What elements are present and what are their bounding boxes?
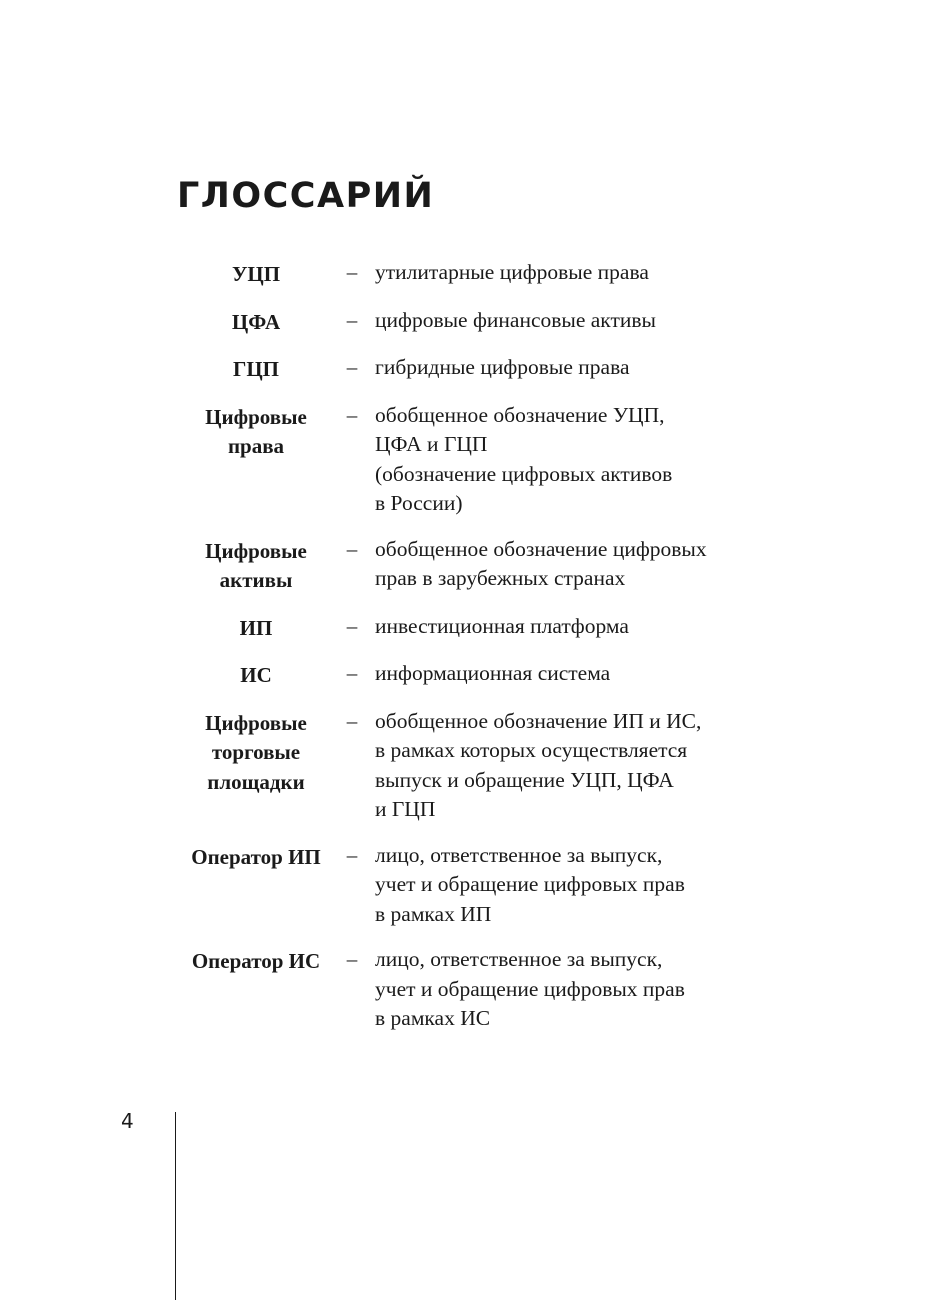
- margin-rule: [175, 1112, 176, 1300]
- definition-line: прав в зарубежных странах: [375, 566, 626, 590]
- glossary-term: [183, 707, 329, 798]
- term-line: Цифровые: [205, 538, 307, 563]
- glossary-term: [183, 945, 329, 977]
- definition-line: обобщенное обозначение цифровых: [375, 536, 707, 561]
- definition-line: в России): [375, 491, 463, 515]
- term-line: ИС: [240, 663, 272, 687]
- glossary-entry: [183, 258, 783, 290]
- term-line: ИП: [239, 615, 273, 640]
- page-title: ГЛОССАРИЙ: [177, 176, 435, 216]
- glossary-term: [183, 258, 329, 290]
- glossary-entry: [183, 401, 783, 519]
- term-line: УЦП: [231, 262, 281, 286]
- definition-line: ЦФА и ГЦП: [375, 432, 488, 456]
- glossary-dash: –: [346, 947, 358, 971]
- glossary-dash: –: [346, 307, 358, 332]
- definition-line: учет и обращение цифровых прав: [375, 976, 685, 1001]
- page-number: 4: [121, 1109, 134, 1133]
- glossary-definition: [375, 353, 783, 383]
- glossary-term: [183, 401, 329, 462]
- term-line: Цифровые: [205, 404, 307, 429]
- glossary-entry: [183, 353, 783, 385]
- term-line: Оператор ИС: [191, 949, 321, 973]
- glossary-entry: [183, 707, 783, 825]
- glossary-definition: [375, 707, 783, 825]
- definition-line: инвестиционная платформа: [375, 613, 629, 638]
- glossary-term: [183, 306, 329, 338]
- glossary-definition: [375, 535, 783, 594]
- definition-line: в рамках ИП: [375, 901, 492, 926]
- definition-line: (обозначение цифровых активов: [375, 461, 673, 486]
- definition-line: гибридные цифровые права: [375, 355, 630, 379]
- glossary-list: [183, 258, 783, 1050]
- definition-line: информационная система: [375, 661, 611, 685]
- term-line: Цифровые: [205, 710, 307, 735]
- glossary-definition: [375, 401, 783, 519]
- glossary-dash: –: [346, 613, 358, 638]
- glossary-entry: [183, 945, 783, 1034]
- glossary-term: [183, 612, 329, 644]
- glossary-entry: [183, 535, 783, 596]
- glossary-term: [183, 353, 329, 385]
- glossary-definition: [375, 945, 783, 1034]
- definition-line: обобщенное обозначение УЦП,: [375, 402, 665, 427]
- glossary-term: [183, 535, 329, 596]
- glossary-entry: [183, 612, 783, 644]
- glossary-definition: [375, 841, 783, 930]
- glossary-definition: [375, 258, 783, 288]
- glossary-dash: –: [346, 402, 358, 427]
- glossary-definition: [375, 306, 783, 336]
- term-line: ГЦП: [232, 357, 280, 381]
- definition-line: в рамках ИС: [375, 1006, 491, 1030]
- definition-line: обобщенное обозначение ИП и ИС,: [375, 708, 702, 733]
- definition-line: и ГЦП: [375, 797, 436, 821]
- term-line: Оператор ИП: [191, 844, 321, 869]
- glossary-definition: [375, 659, 783, 689]
- term-line: площадки: [207, 769, 305, 794]
- term-line: активы: [219, 568, 293, 592]
- definition-line: выпуск и обращение УЦП, ЦФА: [375, 767, 674, 792]
- definition-line: учет и обращение цифровых прав: [375, 872, 685, 896]
- term-line: торговые: [211, 740, 301, 764]
- glossary-dash: –: [346, 260, 358, 284]
- term-line: права: [227, 434, 285, 458]
- glossary-entry: [183, 841, 783, 930]
- definition-line: в рамках которых осуществляется: [375, 738, 688, 762]
- glossary-entry: [183, 659, 783, 691]
- glossary-dash: –: [346, 355, 358, 379]
- glossary-definition: [375, 612, 783, 642]
- glossary-dash: –: [346, 661, 358, 685]
- term-line: ЦФА: [231, 309, 281, 334]
- glossary-dash: –: [346, 842, 358, 867]
- glossary-term: [183, 841, 329, 873]
- definition-line: лицо, ответственное за выпуск,: [375, 842, 663, 867]
- glossary-dash: –: [346, 536, 358, 561]
- glossary-term: [183, 659, 329, 691]
- glossary-entry: [183, 306, 783, 338]
- glossary-dash: –: [346, 708, 358, 733]
- definition-line: утилитарные цифровые права: [375, 260, 649, 284]
- definition-line: цифровые финансовые активы: [375, 307, 656, 332]
- definition-line: лицо, ответственное за выпуск,: [375, 947, 663, 971]
